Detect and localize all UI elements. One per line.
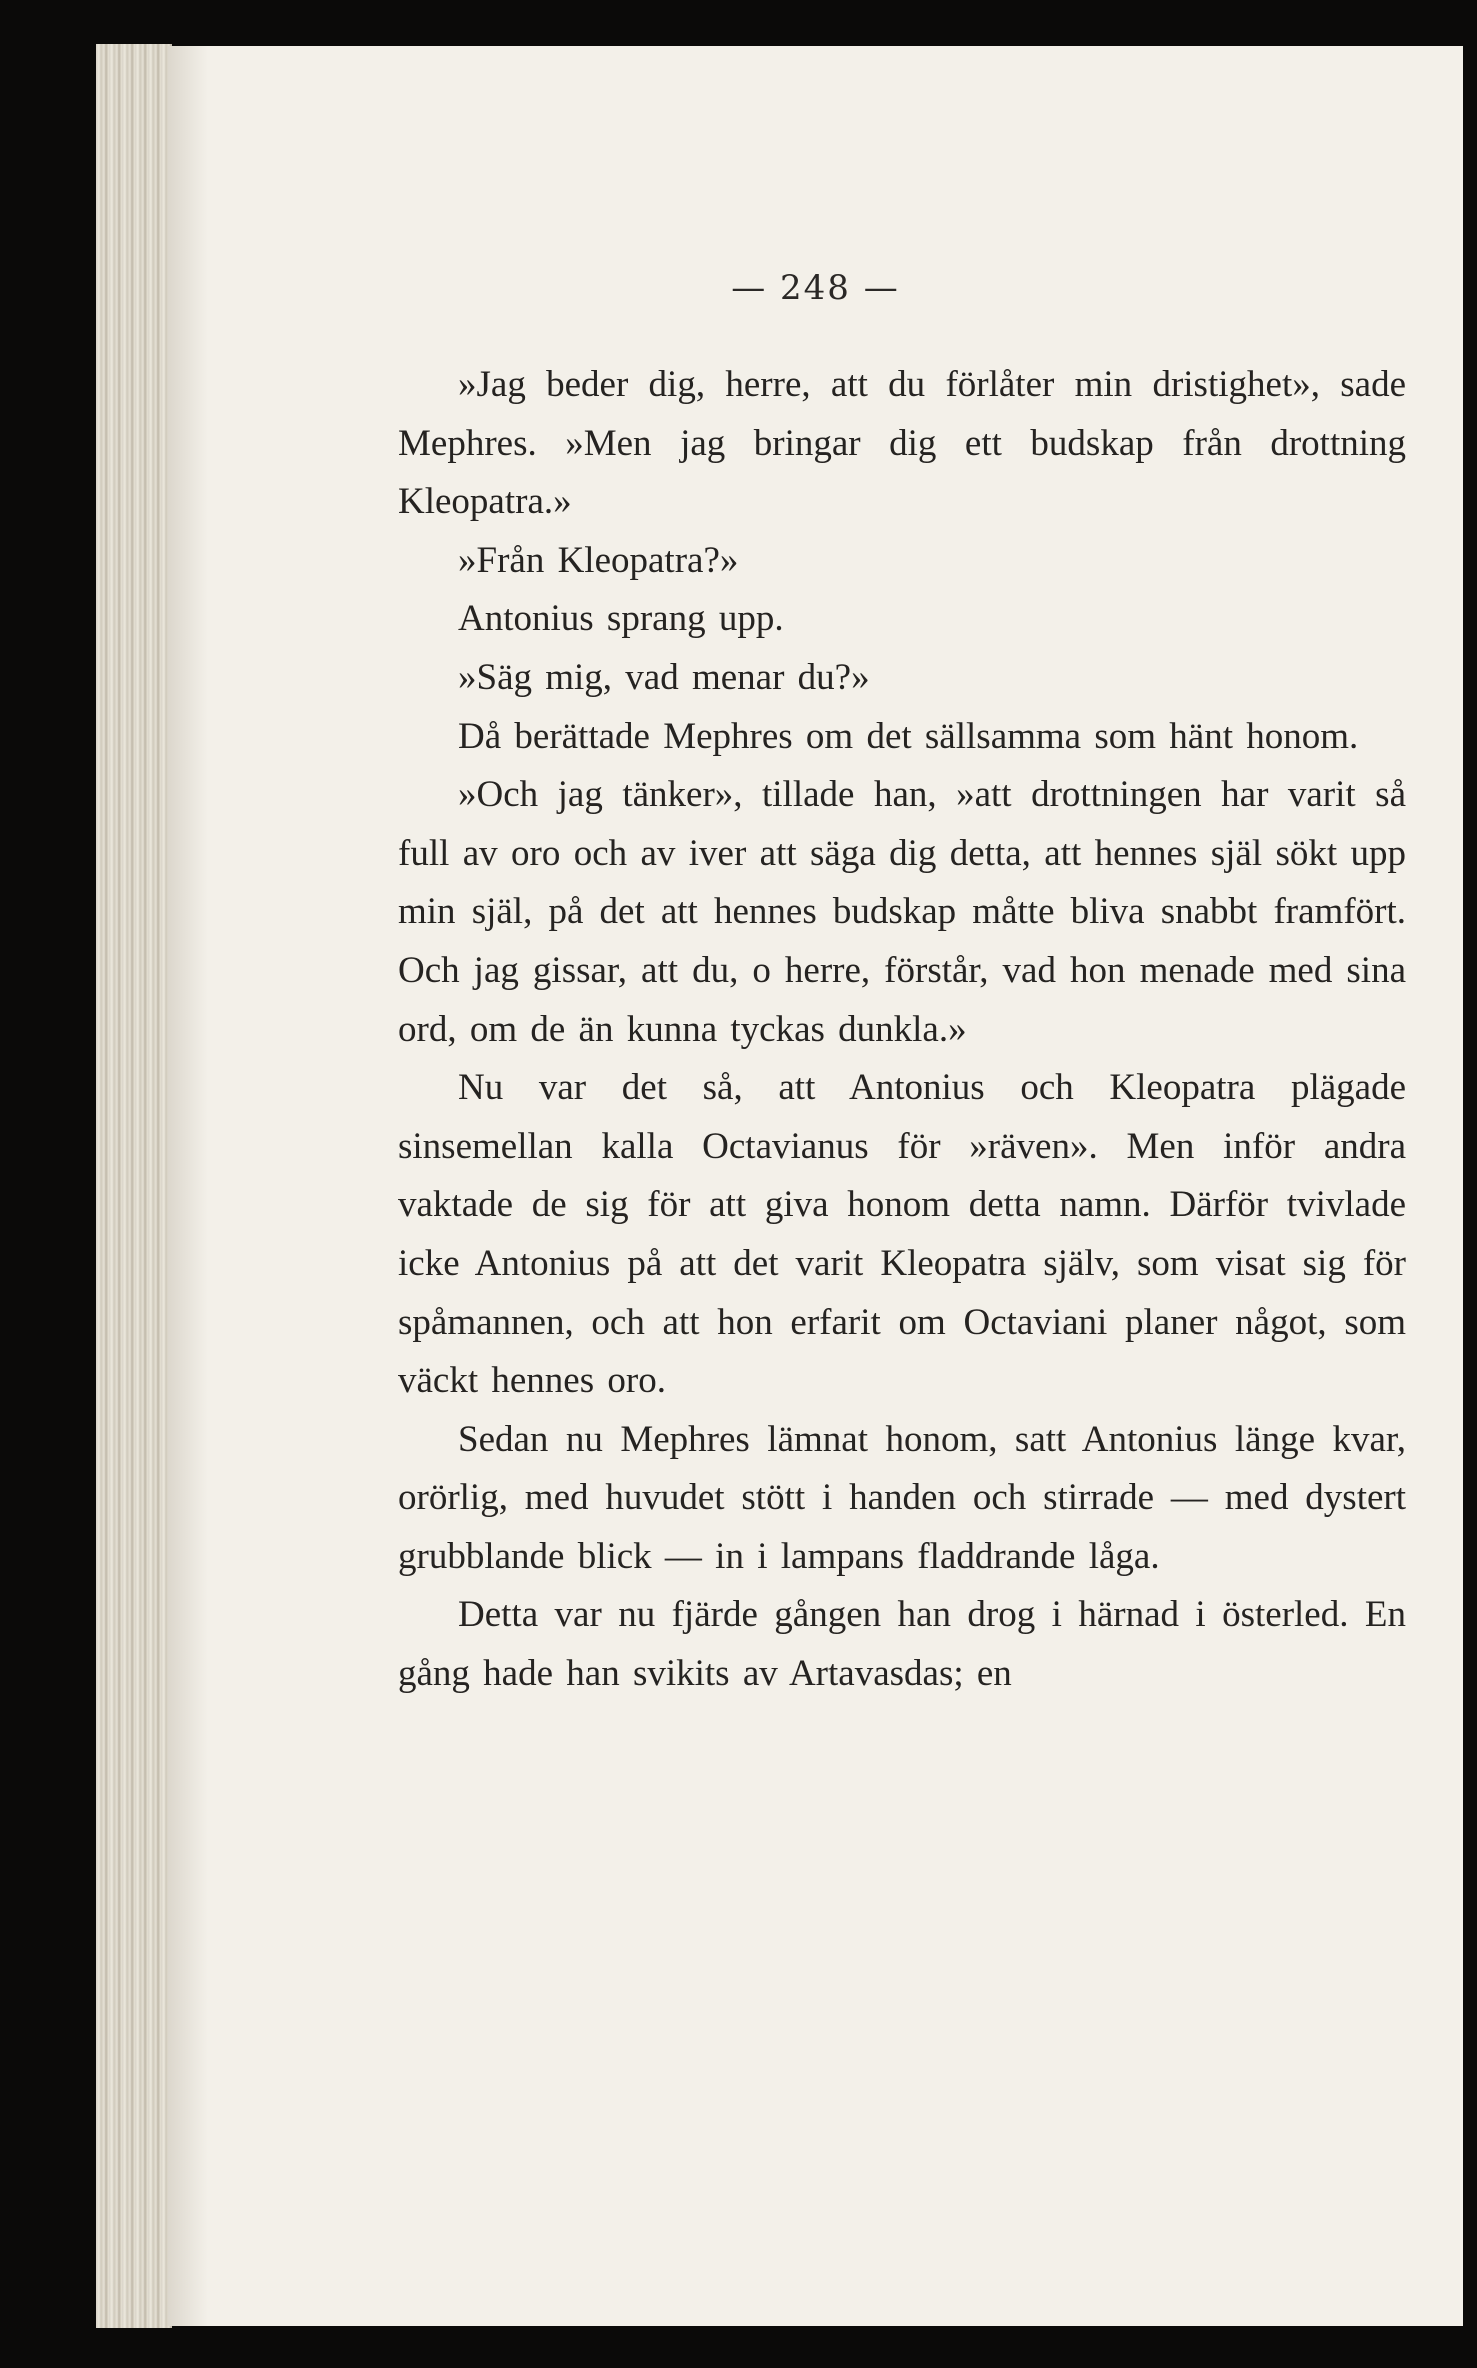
paragraph: Nu var det så, att Antonius och Kleopatra plägade sinsemellan kalla Octavianus för »räven». Men inför andra vaktade de sig för att giva honom detta namn. Därför tvivlade icke Antonius på att det varit Kleopatra själv, som visat sig för spåmannen, och att hon erfarit om Octaviani planer något, som väckt hennes oro. — [398, 1067, 1406, 1402]
page-edges — [96, 44, 172, 2328]
paragraph: »Och jag tänker», tillade han, »att drottningen har varit så full av oro och av iver att säga dig detta, att hennes själ sökt upp min själ, på det att hennes budskap måtte bliva snabbt framfört. Och jag gissar, att du, o herre, förstår, vad hon menade med sina ord, om de än kunna tyckas dunkla.» — [398, 774, 1406, 1050]
paragraph: Antonius sprang upp. — [458, 598, 784, 640]
paragraph: Detta var nu fjärde gången han drog i härnad i österled. En gång hade han svikits av Artavasdas; en — [398, 1594, 1406, 1695]
paragraph: Sedan nu Mephres lämnat honom, satt Antonius länge kvar, orörlig, med huvudet stött i handen och stirrade — med dystert grubblande blick — in i lampans fladdrande låga. — [398, 1418, 1406, 1577]
page-sheet — [168, 46, 1463, 2326]
page-number: — 248 — — [731, 268, 900, 308]
paragraph: »Jag beder dig, herre, att du förlåter min dristighet», sade Mephres. »Men jag bringar dig ett budskap från drottning Kleopatra.» — [398, 364, 1406, 523]
paragraph: »Säg mig, vad menar du?» — [458, 656, 870, 698]
body-text — [398, 356, 1406, 1704]
paragraph: Då berättade Mephres om det sällsamma som hänt honom. — [458, 715, 1359, 757]
paragraph: »Från Kleopatra?» — [458, 539, 739, 581]
